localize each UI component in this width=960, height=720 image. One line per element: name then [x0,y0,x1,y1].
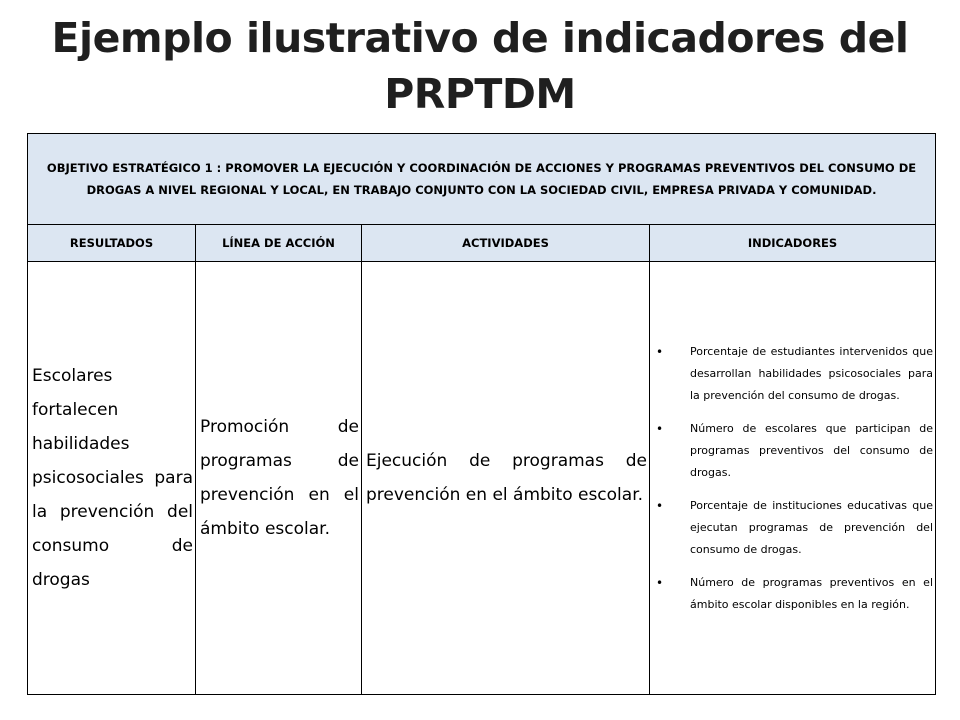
bullet-icon: • [656,421,664,436]
header-linea-accion: LÍNEA DE ACCIÓN [196,225,362,262]
list-item [656,418,933,484]
indicator-text: Número de escolares que participan de programas preventivos del consumo de drogas. [690,421,934,479]
cell-resultado: Escolares fortalecen habilidades psicosociales para la prevención del consumo de drogas [28,262,196,695]
list-item [656,495,933,561]
list-item [656,341,933,407]
strategic-objective-cell: OBJETIVO ESTRATÉGICO 1 : PROMOVER LA EJECUCIÓN Y COORDINACIÓN DE ACCIONES Y PROGRAMAS PREVENTIVOS DEL CONSUMO DE DROGAS A NIVEL REGIONAL Y LOCAL, EN TRABAJO CONJUNTO CON LA SOCIEDAD CIVIL, EMPRESA PRIVADA Y COMUNIDAD. [28,134,936,225]
indicator-text: Número de programas preventivos en el ámbito escolar disponibles en la región. [690,575,934,611]
list-item [656,572,933,616]
table-row [28,262,936,695]
cell-linea-accion: Promoción de programas de prevención en el ámbito escolar. [196,262,362,695]
bullet-icon: • [656,575,664,590]
indicators-table [27,133,936,695]
indicator-text: Porcentaje de estudiantes intervenidos que desarrollan habilidades psicosociales para la prevención del consumo de drogas. [690,344,934,402]
indicator-text: Porcentaje de instituciones educativas que ejecutan programas de prevención del consumo de drogas. [690,498,934,556]
indicator-list [656,341,933,616]
header-resultados: RESULTADOS [28,225,196,262]
cell-actividad: Ejecución de programas de prevención en el ámbito escolar. [362,262,650,695]
cell-indicadores [650,262,936,695]
header-indicadores: INDICADORES [650,225,936,262]
header-actividades: ACTIVIDADES [362,225,650,262]
bullet-icon: • [656,344,664,359]
slide-title: Ejemplo ilustrativo de indicadores del PRPTDM [51,14,909,118]
bullet-icon: • [656,498,664,513]
